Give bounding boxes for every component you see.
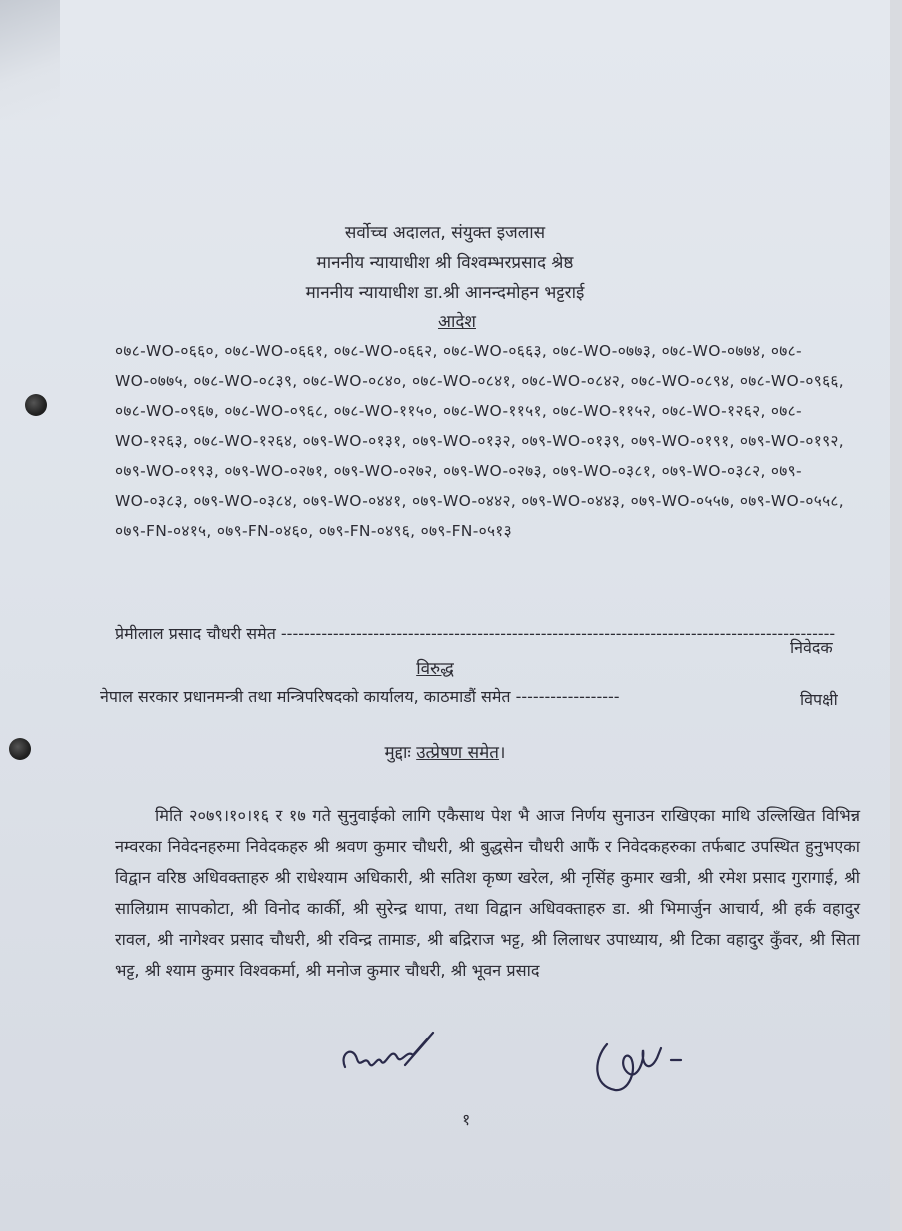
- body-paragraph: मिति २०७९।१०।१६ र १७ गते सुनुवाईको लागि एकैसाथ पेश भै आज निर्णय सुनाउन राखिएका माथि उल्लिखित विभिन्न नम्वरका निवेदनहरुमा निवेदकहरु श्री श्रवण कुमार चौधरी, श्री बुद्धसेन चौधरी आफैं र निवेदकहरुका तर्फबाट उपस्थित हुनुभएका विद्वान वरिष्ठ अधिवक्ताहरु श्री राधेश्याम अधिकारी, श्री सतिश कृष्ण खरेल, श्री नृसिंह कुमार खत्री, श्री रमेश प्रसाद गुरागाई, श्री सालिग्राम सापकोटा, श्री विनोद कार्की, श्री सुरेन्द्र थापा, तथा विद्वान अधिवक्ताहरु डा. श्री भिमार्जुन आचार्य, श्री हर्क वहादुर रावल, श्री नागेश्वर प्रसाद चौधरी, श्री रविन्द्र तामाङ, श्री बद्रिराज भट्ट, श्री लिलाधर उपाध्याय, श्री टिका वहादुर कुँवर, श्री सिता भट्ट, श्री श्याम कुमार विश्वकर्मा, श्री मनोज कुमार चौधरी, श्री भूवन प्रसाद: [115, 806, 860, 980]
- versus-wrap: [0, 656, 880, 679]
- subject-label: मुद्दाः: [384, 743, 411, 763]
- subject-line: [0, 740, 890, 763]
- judge-1: माननीय न्यायाधीश श्री विश्वम्भरप्रसाद श्रेष्ठ: [316, 253, 574, 273]
- case-numbers: ०७८-WO-०६६०, ०७८-WO-०६६१, ०७८-WO-०६६२, ०७८-WO-०६६३, ०७८-WO-०७७३, ०७८-WO-०७७४, ०७८-WO-०७७५, ०७८-WO-०८३९, ०७८-WO-०८४०, ०७८-WO-०८४१, ०७८-WO-०८४२, ०७८-WO-०८९४, ०७८-WO-०९६६, ०७८-WO-०९६७, ०७८-WO-०९६८, ०७८-WO-११५०, ०७८-WO-११५१, ०७८-WO-११५२, ०७८-WO-१२६२, ०७८-WO-१२६३, ०७८-WO-१२६४, ०७९-WO-०१३१, ०७९-WO-०१३२, ०७९-WO-०१३९, ०७९-WO-०१९१, ०७९-WO-०१९२, ०७९-WO-०१९३, ०७९-WO-०२७१, ०७९-WO-०२७२, ०७९-WO-०२७३, ०७९-WO-०३८१, ०७९-WO-०३८२, ०७९-WO-०३८३, ०७९-WO-०३८४, ०७९-WO-०४४१, ०७९-WO-०४४२, ०७९-WO-०४४३, ०७९-WO-०५५७, ०७९-WO-०५५८, ०७९-FN-०४१५, ०७९-FN-०४६०, ०७९-FN-०४९६, ०७९-FN-०५१३: [115, 342, 845, 540]
- petitioner-role: निवेदक: [790, 638, 833, 657]
- order-title: आदेश: [438, 312, 476, 332]
- leader-dashes: ------------------------------------------------------------------------------------------------: [280, 624, 836, 643]
- petitioner-line: [115, 622, 836, 644]
- court-name: सर्वोच्च अदालत, संयुक्त इजलास: [344, 223, 546, 243]
- punch-hole-icon: [25, 394, 47, 416]
- subject-value: उत्प्रेषण समेत: [416, 743, 499, 763]
- signature-2-icon: [585, 1030, 695, 1100]
- petitioner-name: प्रेमीलाल प्रसाद चौधरी समेत: [115, 624, 276, 643]
- signature-1-icon: [335, 1025, 445, 1085]
- page-number: १: [462, 1110, 471, 1129]
- respondent-line: [100, 685, 770, 707]
- versus-label: विरुद्ध: [416, 659, 454, 679]
- order-body: [115, 800, 860, 986]
- order-title-wrap: [12, 309, 902, 332]
- leader-dashes: ------------------: [515, 687, 620, 706]
- respondent-name: नेपाल सरकार प्रधानमन्त्री तथा मन्त्रिपरिषदको कार्यालय, काठमाडौं समेत: [100, 687, 511, 706]
- judge-2: माननीय न्यायाधीश डा.श्री आनन्दमोहन भट्टराई: [305, 283, 585, 303]
- respondent-role: विपक्षी: [800, 690, 838, 709]
- paper-fold-shadow: [0, 0, 60, 120]
- subject-end: ।: [498, 743, 506, 763]
